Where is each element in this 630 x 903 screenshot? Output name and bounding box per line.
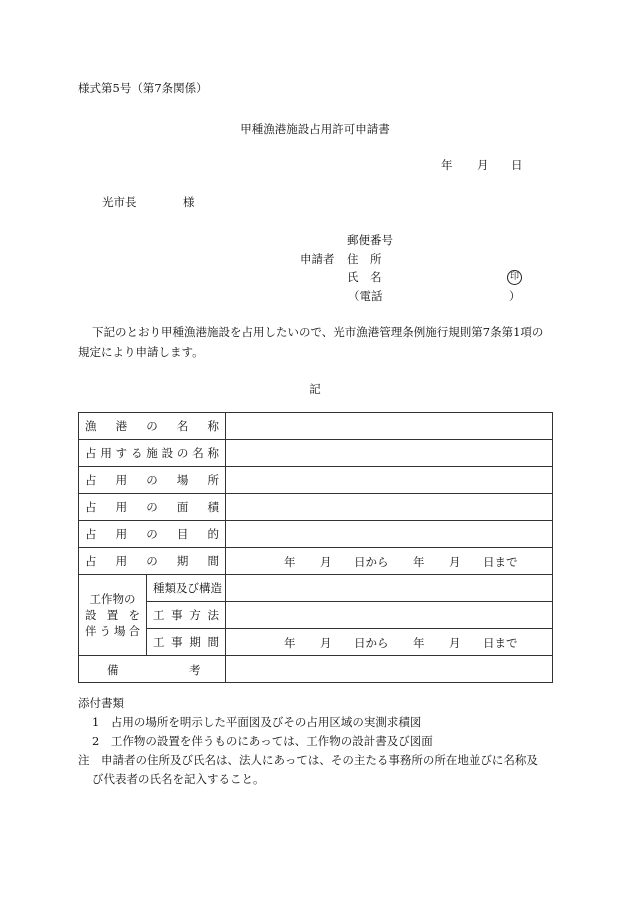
body-line-2: 規定により申請します。 xyxy=(78,345,204,359)
attachment-item-1: 1 占用の場所を明示した平面図及びその占用区域の実測求積図 xyxy=(92,715,422,729)
label-char: 間 xyxy=(207,554,219,568)
period-month2: 月 xyxy=(449,555,461,569)
addressee-name: 光市長 xyxy=(102,195,137,209)
label-char: 間 xyxy=(207,635,219,649)
area-label xyxy=(79,494,226,521)
postal-code-label: 郵便番号 xyxy=(347,233,393,247)
row-area xyxy=(79,494,553,521)
facility-name-field[interactable] xyxy=(226,440,553,467)
label-char: 期 xyxy=(176,554,189,568)
area-field[interactable] xyxy=(226,494,553,521)
port-name-label xyxy=(79,413,226,440)
label-char: 漁 xyxy=(85,419,97,433)
phone-close: ） xyxy=(509,289,521,303)
label-char: の xyxy=(146,554,158,568)
addressee-honorific: 様 xyxy=(183,195,195,209)
attachments-heading: 添付書類 xyxy=(78,696,124,710)
date-day-label: 日 xyxy=(511,158,523,172)
label-char: 名 xyxy=(176,419,189,433)
label-char: す xyxy=(115,446,128,460)
purpose-field[interactable] xyxy=(226,521,553,548)
spread-text xyxy=(153,580,222,596)
label-char: 工 xyxy=(153,608,165,622)
spread-text xyxy=(85,445,219,461)
construction-period-field[interactable] xyxy=(226,629,553,656)
period-field[interactable] xyxy=(226,548,553,575)
row-port-name xyxy=(79,413,553,440)
row-facility-name xyxy=(79,440,553,467)
label-char: 設 xyxy=(85,608,97,622)
period-from: 日から xyxy=(354,555,389,569)
note-line-1: 注 申請者の住所及び氏名は、法人にあっては、その主たる事務所の所在地並びに名称及 xyxy=(78,753,538,767)
facility-name-label xyxy=(79,440,226,467)
label-char: 構 xyxy=(199,581,211,595)
date-month-label: 月 xyxy=(477,158,489,172)
body-line-1: 下記のとおり甲種漁港施設を占用したいので、光市漁港管理条例施行規則第7条第1項の xyxy=(92,325,544,339)
attachment-item-2: 2 工作物の設置を伴うものにあっては、工作物の設計書及び図面 xyxy=(92,734,433,748)
label-char: る xyxy=(130,446,143,460)
spread-text xyxy=(153,634,219,650)
label-char: 類 xyxy=(164,581,176,595)
label-char: の xyxy=(146,473,158,487)
remarks-label-right: 考 xyxy=(189,663,201,677)
period-month: 月 xyxy=(320,555,332,569)
type-structure-field[interactable] xyxy=(226,575,553,602)
label-char: び xyxy=(187,581,199,595)
label-char: 種 xyxy=(153,581,165,595)
cperiod-from: 日から xyxy=(354,636,389,650)
label-char: 造 xyxy=(210,581,222,595)
label-char: 事 xyxy=(171,608,183,622)
label-char: の xyxy=(176,446,189,460)
row-structure-type xyxy=(79,575,553,602)
structure-group-line1: 工作物の xyxy=(89,592,136,606)
spread-text xyxy=(85,418,219,434)
label-char: 称 xyxy=(207,446,219,460)
application-table xyxy=(78,412,553,683)
label-char: 占 xyxy=(85,554,97,568)
label-char: 占 xyxy=(85,527,97,541)
label-char: 面 xyxy=(176,500,189,514)
label-char: う xyxy=(99,624,111,638)
spread-text xyxy=(153,607,219,623)
name-label: 氏 名 xyxy=(347,270,382,284)
period-year2: 年 xyxy=(413,555,425,569)
purpose-label xyxy=(79,521,226,548)
method-label xyxy=(147,602,226,629)
row-purpose xyxy=(79,521,553,548)
label-char: 占 xyxy=(85,473,97,487)
label-char: 的 xyxy=(207,527,219,541)
label-char: の xyxy=(146,500,158,514)
port-name-field[interactable] xyxy=(226,413,553,440)
label-char: 方 xyxy=(189,608,201,622)
ki-mark: 記 xyxy=(309,382,321,396)
row-period xyxy=(79,548,553,575)
note-line-2: び代表者の氏名を記入すること。 xyxy=(92,772,265,786)
period-year: 年 xyxy=(284,555,296,569)
cperiod-month2: 月 xyxy=(449,636,461,650)
label-char: 合 xyxy=(128,624,140,638)
label-char: 用 xyxy=(115,500,128,514)
applicant-role-label: 申請者 xyxy=(300,252,335,266)
structure-group-label xyxy=(79,575,147,656)
cperiod-until: 日まで xyxy=(483,636,518,650)
label-char: 所 xyxy=(207,473,219,487)
structure-group-line2 xyxy=(85,607,140,623)
spread-text xyxy=(85,526,219,542)
row-location xyxy=(79,467,553,494)
cperiod-year: 年 xyxy=(284,636,296,650)
date-year-label: 年 xyxy=(441,158,453,172)
location-field[interactable] xyxy=(226,467,553,494)
form-number: 様式第5号（第7条関係） xyxy=(78,81,208,95)
label-char: 名 xyxy=(192,446,204,460)
row-method xyxy=(79,602,553,629)
label-char: 伴 xyxy=(85,624,97,638)
label-char: 及 xyxy=(176,581,188,595)
label-char: 称 xyxy=(207,419,219,433)
label-char: 目 xyxy=(176,527,189,541)
label-char: を xyxy=(128,608,140,622)
label-char: 設 xyxy=(161,446,174,460)
label-char: 占 xyxy=(85,446,97,460)
label-char: 用 xyxy=(115,527,128,541)
label-char: 場 xyxy=(176,473,189,487)
spread-text xyxy=(85,553,219,569)
label-char: 工 xyxy=(153,635,165,649)
label-char: の xyxy=(146,419,158,433)
seal-icon: 印 xyxy=(507,270,522,285)
location-label xyxy=(79,467,226,494)
period-until: 日まで xyxy=(483,555,518,569)
label-char: 用 xyxy=(115,554,128,568)
remarks-field[interactable] xyxy=(226,656,553,683)
structure-group-line3 xyxy=(85,623,140,639)
method-field[interactable] xyxy=(226,602,553,629)
label-char: 用 xyxy=(115,473,128,487)
seal-mark xyxy=(507,268,522,285)
cperiod-month: 月 xyxy=(320,636,332,650)
form-title: 甲種漁港施設占用許可申請書 xyxy=(240,122,390,136)
label-char: 施 xyxy=(146,446,158,460)
label-char: 積 xyxy=(207,500,219,514)
label-char: 場 xyxy=(114,624,126,638)
cperiod-year2: 年 xyxy=(413,636,425,650)
construction-period-label xyxy=(147,629,226,656)
row-construction-period xyxy=(79,629,553,656)
label-char: 事 xyxy=(171,635,183,649)
remarks-label-left: 備 xyxy=(107,663,119,677)
spread-text xyxy=(85,472,219,488)
type-structure-label xyxy=(147,575,226,602)
remarks-label xyxy=(79,656,226,683)
label-char: 期 xyxy=(189,635,201,649)
label-char: 占 xyxy=(85,500,97,514)
period-label xyxy=(79,548,226,575)
row-remarks xyxy=(79,656,553,683)
label-char: 用 xyxy=(100,446,112,460)
phone-open: （電話 xyxy=(348,289,383,303)
label-char: の xyxy=(146,527,158,541)
spread-text xyxy=(85,499,219,515)
label-char: 置 xyxy=(106,608,119,622)
address-label: 住 所 xyxy=(347,252,382,266)
label-char: 港 xyxy=(115,419,128,433)
label-char: 法 xyxy=(207,608,219,622)
